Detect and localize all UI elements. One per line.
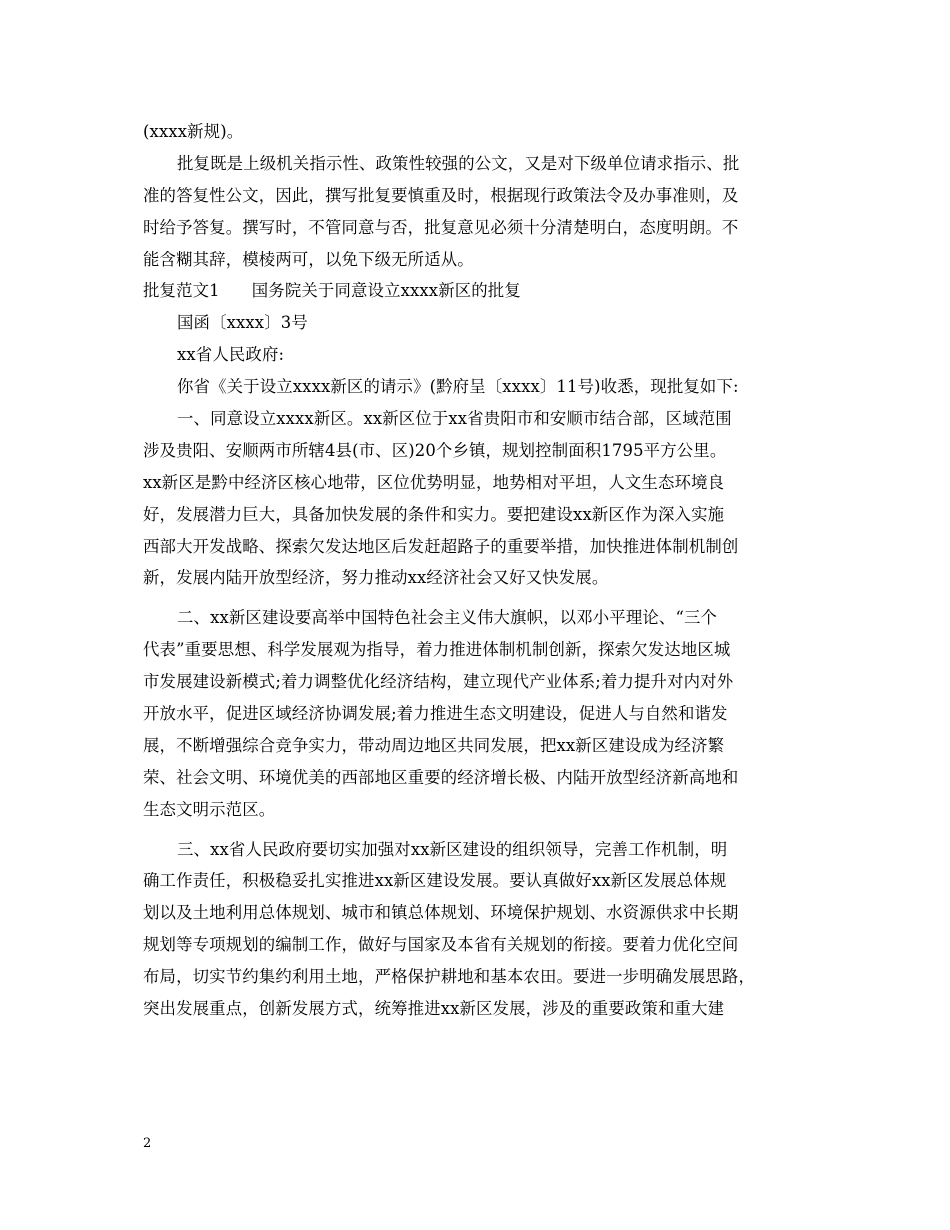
addressee: xx省人民政府: <box>177 345 285 365</box>
example-label: 批复范文1 <box>143 281 220 301</box>
text-line: 一、同意设立xxxx新区。xx新区位于xx省贵阳市和安顺市结合部，区域范围 <box>177 409 732 429</box>
intro-line: 你省《关于设立xxxx新区的请示》(黔府呈〔xxxx〕11号)收悉，现批复如下: <box>177 377 739 397</box>
text-line: 代表”重要思想、科学发展观为指导，着力推进体制机制创新，探索欠发达地区城 <box>143 640 731 660</box>
text-line: 西部大开发战略、探索欠发达地区后发赶超路子的重要举措，加快推进体制机制创 <box>143 536 739 556</box>
text-line: 批复既是上级机关指示性、政策性较强的公文，又是对下级单位请求指示、批 <box>177 153 740 173</box>
text-line: 确工作责任，积极稳妥扎实推进xx新区建设发展。要认真做好xx新区发展总体规 <box>143 871 727 891</box>
text-line: 规划等专项规划的编制工作，做好与国家及本省有关规划的衔接。要着力优化空间 <box>143 935 739 955</box>
text-line: 好，发展潜力巨大，具备加快发展的条件和实力。要把建设xx新区作为深入实施 <box>143 504 725 524</box>
text-line: 市发展建设新模式;着力调整优化经济结构，建立现代产业体系;着力提升对内对外 <box>143 672 734 692</box>
text-line: 能含糊其辞，模棱两可，以免下级无所适从。 <box>143 249 474 269</box>
text-line: 生态文明示范区。 <box>143 799 276 819</box>
paragraph-gap <box>143 594 839 602</box>
example-heading <box>143 275 839 307</box>
text-line: 开放水平，促进区域经济协调发展;着力推进生态文明建设，促进人与自然和谐发 <box>143 704 728 724</box>
text-line: (xxxx新规)。 <box>143 122 244 141</box>
text-line: 突出发展重点，创新发展方式，统筹推进xx新区发展，涉及的重要政策和重大建 <box>143 999 725 1019</box>
text-line: 时给予答复。撰写时，不管同意与否，批复意见必须十分清楚明白，态度明朗。不 <box>143 217 739 237</box>
text-line: 展，不断增强综合竞争实力，带动周边地区共同发展，把xx新区建设成为经济繁 <box>143 735 725 755</box>
text-line: 荣、社会文明、环境优美的西部地区重要的经济增长极、内陆开放型经济新高地和 <box>143 767 739 787</box>
text-line: 划以及土地利用总体规划、城市和镇总体规划、环境保护规划、水资源供求中长期 <box>143 903 739 923</box>
text-line: 准的答复性公文，因此，撰写批复要慎重及时，根据现行政策法令及办事准则，及 <box>143 185 739 205</box>
document-body <box>143 116 839 1025</box>
text-line: 涉及贵阳、安顺两市所辖4县(市、区)20个乡镇，规划控制面积1795平方公里。 <box>143 440 727 460</box>
page-number: 2 <box>143 1136 152 1151</box>
text-line: 布局，切实节约集约利用土地，严格保护耕地和基本农田。要进一步明确发展思路， <box>143 967 756 987</box>
doc-number: 国函〔xxxx〕3号 <box>177 313 308 333</box>
text-line: 新，发展内陆开放型经济，努力推动xx经济社会又好又快发展。 <box>143 568 609 588</box>
paragraph-gap <box>143 826 839 834</box>
example-title: 国务院关于同意设立xxxx新区的批复 <box>251 281 521 301</box>
text-line: 三、xx省人民政府要切实加强对xx新区建设的组织领导，完善工作机制，明 <box>177 839 728 859</box>
text-line: 二、xx新区建设要高举中国特色社会主义伟大旗帜，以邓小平理论、“三个 <box>177 608 718 628</box>
text-line: xx新区是黔中经济区核心地带，区位优势明显，地势相对平坦，人文生态环境良 <box>143 472 725 492</box>
